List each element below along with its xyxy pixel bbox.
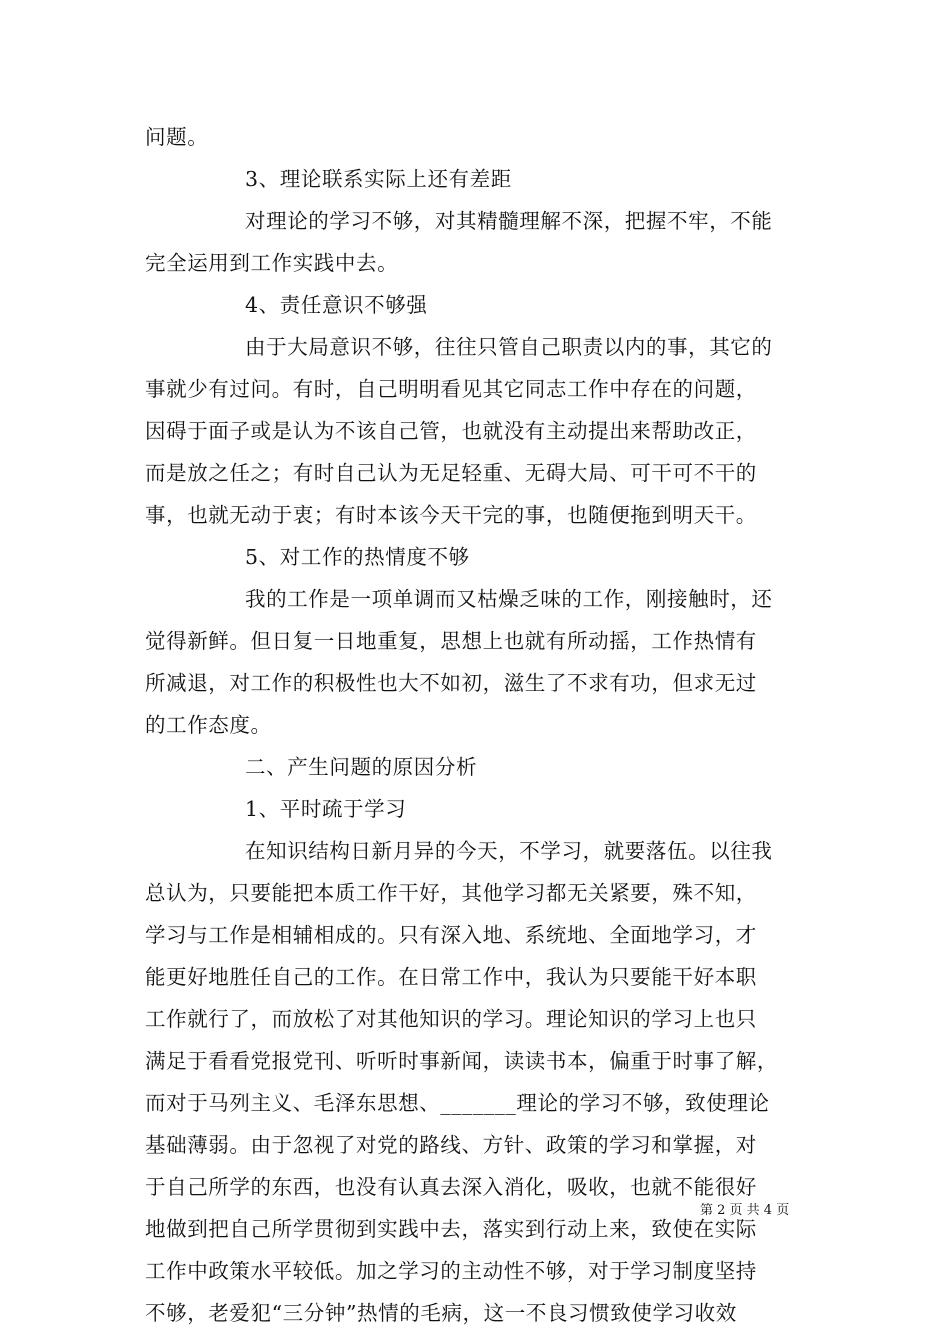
text-line-18: 在知识结构日新月异的今天，不学习，就要落伍。以往我	[245, 839, 773, 863]
text-line-9: 而是放之任之；有时自己认为无足轻重、无碍大局、可干可不干的	[145, 461, 757, 485]
body-text	[145, 116, 815, 1334]
text-line-1: 问题。	[145, 125, 209, 149]
text-line-21: 能更好地胜任自己的工作。在日常工作中，我认为只要能干好本职	[145, 965, 757, 989]
text-line-28: 工作中政策水平较低。加之学习的主动性不够，对于学习制度坚持	[145, 1259, 757, 1283]
text-line-4: 完全运用到工作实践中去。	[145, 251, 399, 275]
section-heading-1: 1、平时疏于学习	[245, 797, 407, 821]
text-line-22: 工作就行了，而放松了对其他知识的学习。理论知识的学习上也只	[145, 1007, 757, 1031]
text-line-13: 觉得新鲜。但日复一日地重复，思想上也就有所动摇，工作热情有	[145, 629, 757, 653]
section-heading-5: 5、对工作的热情度不够	[245, 545, 470, 569]
chapter-heading-2: 二、产生问题的原因分析	[245, 755, 478, 779]
section-heading-3: 3、理论联系实际上还有差距	[245, 167, 512, 191]
text-line-14: 所减退，对工作的积极性也大不如初，滋生了不求有功，但求无过	[145, 671, 757, 695]
text-line-7: 事就少有过问。有时，自己明明看见其它同志工作中存在的问题，	[145, 377, 757, 401]
text-line-20: 学习与工作是相辅相成的。只有深入地、系统地、全面地学习，才	[145, 923, 757, 947]
text-line-6: 由于大局意识不够，往往只管自己职责以内的事，其它的	[245, 335, 773, 359]
text-line-19: 总认为，只要能把本质工作干好，其他学习都无关紧要，殊不知，	[145, 881, 757, 905]
text-line-3: 对理论的学习不够，对其精髓理解不深，把握不牢，不能	[245, 209, 773, 233]
text-line-10: 事，也就无动于衷；有时本该今天干完的事，也随便拖到明天干。	[145, 503, 757, 527]
text-line-23: 满足于看看党报党刊、听听时事新闻，读读书本，偏重于时事了解，	[145, 1049, 778, 1073]
text-line-12: 我的工作是一项单调而又枯燥乏味的工作，刚接触时，还	[245, 587, 773, 611]
text-line-25: 基础薄弱。由于忽视了对党的路线、方针、政策的学习和掌握，对	[145, 1133, 757, 1157]
text-line-26: 于自己所学的东西，也没有认真去深入消化，吸收，也就不能很好	[145, 1175, 757, 1199]
text-line-15: 的工作态度。	[145, 713, 272, 737]
text-line-24: 而对于马列主义、毛泽东思想、_______理论的学习不够，致使理论	[145, 1091, 770, 1115]
text-line-27: 地做到把自己所学贯彻到实践中去，落实到行动上来，致使在实际	[145, 1217, 757, 1241]
section-heading-4: 4、责任意识不够强	[245, 293, 428, 317]
page-number-footer: 第 2 页 共 4 页	[700, 1203, 790, 1218]
text-line-8: 因碍于面子或是认为不该自己管，也就没有主动提出来帮助改正，	[145, 419, 757, 443]
text-line-29: 不够，老爱犯“三分钟”热情的毛病，这一不良习惯致使学习收效	[145, 1301, 737, 1325]
